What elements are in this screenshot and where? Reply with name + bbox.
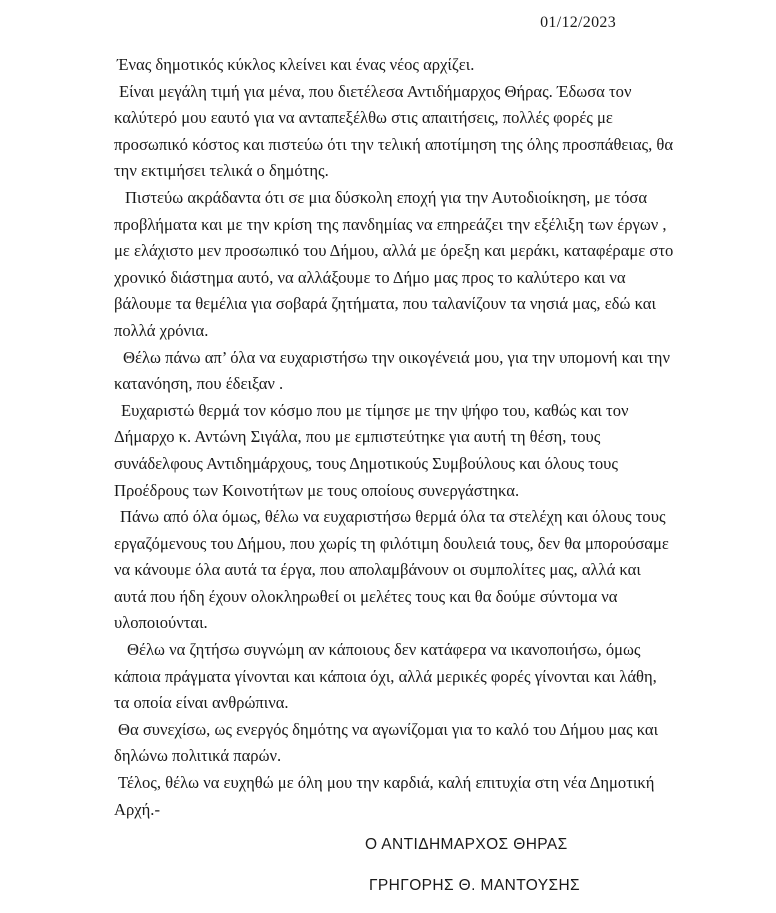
paragraph-family-thanks: Θέλω πάνω απ’ όλα να ευχαριστήσω την οικογένειά μου, για την υπομονή και την κατανόηση, που έδειξαν . (114, 347, 670, 394)
paragraph-achievements: Πιστεύω ακράδαντα ότι σε μια δύσκολη εποχή για την Αυτοδιοίκηση, με τόσα προβλήματα και με την κρίση της πανδημίας να επηρεάζει την εξέλιξη των έργων , με ελάχιστο μεν προσωπικό του Δήμου, αλλά με όρεξη και μεράκι, καταφέραμε στο χρονικό διάστημα αυτό, να αλλάξουμε το Δήμο μας προς το καλύτερο και να βάλουμε τα θεμέλια για σοβαρά ζητήματα, που ταλανίζουν τα νησιά μας, εδώ και πολλά χρόνια. (114, 187, 674, 340)
paragraph-opening: Ένας δημοτικός κύκλος κλείνει και ένας νέος αρχίζει. (117, 55, 475, 74)
paragraph-staff-thanks: Πάνω από όλα όμως, θέλω να ευχαριστήσω θερμά όλα τα στελέχη και όλους τους εργαζόμενους του Δήμου, που χωρίς τη φιλότιμη δουλειά τους, δεν θα μπορούσαμε να κάνουμε όλα αυτά τα έργα, που απολαμβάνουν οι συμπολίτες μας, αλλά και αυτά που ήδη έχουν ολοκληρωθεί οι μελέτες τους και θα δούμε σύντομα να υλοποιούνται. (114, 507, 669, 633)
paragraph-honor: Είναι μεγάλη τιμή για μένα, που διετέλεσα Αντιδήμαρχος Θήρας. Έδωσα τον καλύτερό μου εαυτό για να ανταπεξέλθω στις απαιτήσεις, πολλές φορές με προσωπικό κόστος και πιστεύω ότι την τελική αποτίμηση της όλης προσπάθειας, θα την εκτιμήσει τελικά ο δημότης. (114, 81, 674, 181)
letter-body (114, 52, 674, 823)
signature-title: Ο ΑΝΤΙΔΗΜΑΡΧΟΣ ΘΗΡΑΣ (365, 836, 568, 853)
paragraph-future: Θα συνεχίσω, ως ενεργός δημότης να αγωνίζομαι για το καλό του Δήμου μας και δηλώνω πολιτικά παρών. (114, 719, 659, 766)
letter-date: 01/12/2023 (540, 14, 616, 31)
paragraph-closing: Τέλος, θέλω να ευχηθώ με όλη μου την καρδιά, καλή επιτυχία στη νέα Δημοτική Αρχή.- (114, 773, 655, 819)
signature-name: ΓΡΗΓΟΡΗΣ Θ. ΜΑΝΤΟΥΣΗΣ (369, 877, 581, 894)
paragraph-apology: Θέλω να ζητήσω συγνώμη αν κάποιους δεν κατάφερα να ικανοποιήσω, όμως κάποια πράγματα γίνονται και κάποια όχι, αλλά μερικές φορές γίνονται και λάθη, τα οποία είναι ανθρώπινα. (114, 640, 657, 713)
paragraph-public-thanks: Ευχαριστώ θερμά τον κόσμο που με τίμησε με την ψήφο του, καθώς και τον Δήμαρχο κ. Αντώνη Σιγάλα, που με εμπιστεύτηκε για αυτή τη θέση, τους συνάδελφους Αντιδημάρχους, τους Δημοτικούς Συμβούλους και όλους τους Προέδρους των Κοινοτήτων με τους οποίους συνεργάστηκα. (114, 400, 629, 500)
